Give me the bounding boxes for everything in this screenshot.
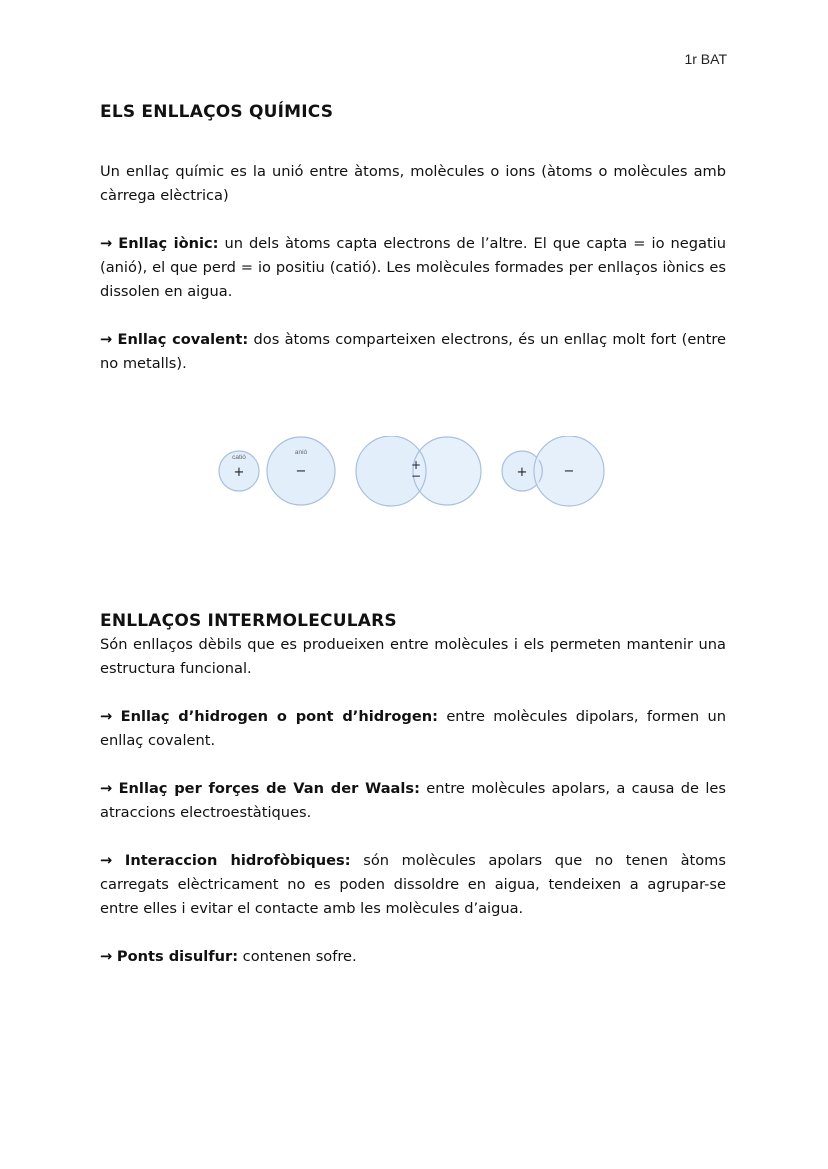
bond-diagram (100, 436, 726, 586)
hydrophobic-paragraph (100, 849, 726, 921)
hydrogen-bond-text: entre molècules dipolars, formen un enllaç covalent. (100, 708, 726, 749)
ionic-bond-paragraph (100, 232, 726, 304)
van-der-waals-term: Enllaç per forçes de Van der Waals: (118, 780, 420, 797)
section1-intro: Un enllaç químic es la unió entre àtoms, molècules o ions (àtoms o molècules amb càrrega elèctrica) (100, 163, 726, 204)
cation-label: catió (232, 454, 246, 461)
disulfide-paragraph (100, 945, 726, 969)
hydrogen-bond-term: Enllaç d’hidrogen o pont d’hidrogen: (120, 708, 438, 725)
arrow: → (100, 235, 113, 252)
arrow: → (100, 948, 113, 965)
anion-label: anió (294, 449, 308, 456)
anion-minus-sign: − (295, 464, 307, 479)
covalent-minus-sign: − (410, 469, 422, 483)
disulfide-term: Ponts disulfur: (116, 948, 239, 965)
covalent-bond-paragraph (100, 328, 726, 376)
van-der-waals-paragraph (100, 777, 726, 825)
page-label: 1r BAT (684, 51, 727, 67)
arrow: → (100, 780, 113, 797)
ionic-bond-term: Enllaç iònic: (118, 235, 219, 252)
section-title-intermolecular: ENLLAÇOS INTERMOLECULARS (100, 611, 397, 631)
hydrophobic-text: són molècules apolars que no tenen àtoms carregats elèctricament no es poden dissoldre en aigua, tendeixen a agrupar-se entre elles i evitar el contacte amb les molècules d’aigua. (100, 852, 727, 917)
hydrophobic-term: Interaccion hidrofòbiques: (124, 852, 351, 869)
section-title-chemical-bonds: ELS ENLLAÇOS QUÍMICS (100, 102, 334, 122)
disulfide-text: contenen sofre. (238, 948, 357, 965)
covalent-plus-sign: + (410, 458, 422, 472)
covalent-atom-right (410, 437, 481, 505)
hydrogen-bond-paragraph (100, 705, 726, 753)
covalent-bond-text: dos àtoms comparteixen electrons, és un enllaç molt fort (entre no metalls). (100, 331, 726, 372)
arrow: → (100, 708, 113, 725)
polar-plus-sign: + (516, 465, 528, 480)
document-content (100, 102, 726, 969)
covalent-bond-term: Enllaç covalent: (117, 331, 249, 348)
arrow: → (100, 331, 113, 348)
arrow: → (100, 852, 113, 869)
polar-minus-sign: − (563, 464, 575, 479)
ionic-bond-text: un dels àtoms capta electrons de l’altre. El que capta = io negatiu (anió), el que perd = io positiu (catió). Les molècules formades per enllaços iònics es dissolen en aigua. (100, 235, 726, 300)
intermolecular-section (100, 611, 726, 969)
cation-plus-sign: + (233, 465, 245, 480)
section2-intro: Són enllaços dèbils que es produeixen entre molècules i els permeten mantenir una estructura funcional. (100, 636, 726, 677)
van-der-waals-text: entre molècules apolars, a causa de les atraccions electroestàtiques. (100, 780, 726, 821)
bond-diagram-svg (218, 436, 608, 516)
